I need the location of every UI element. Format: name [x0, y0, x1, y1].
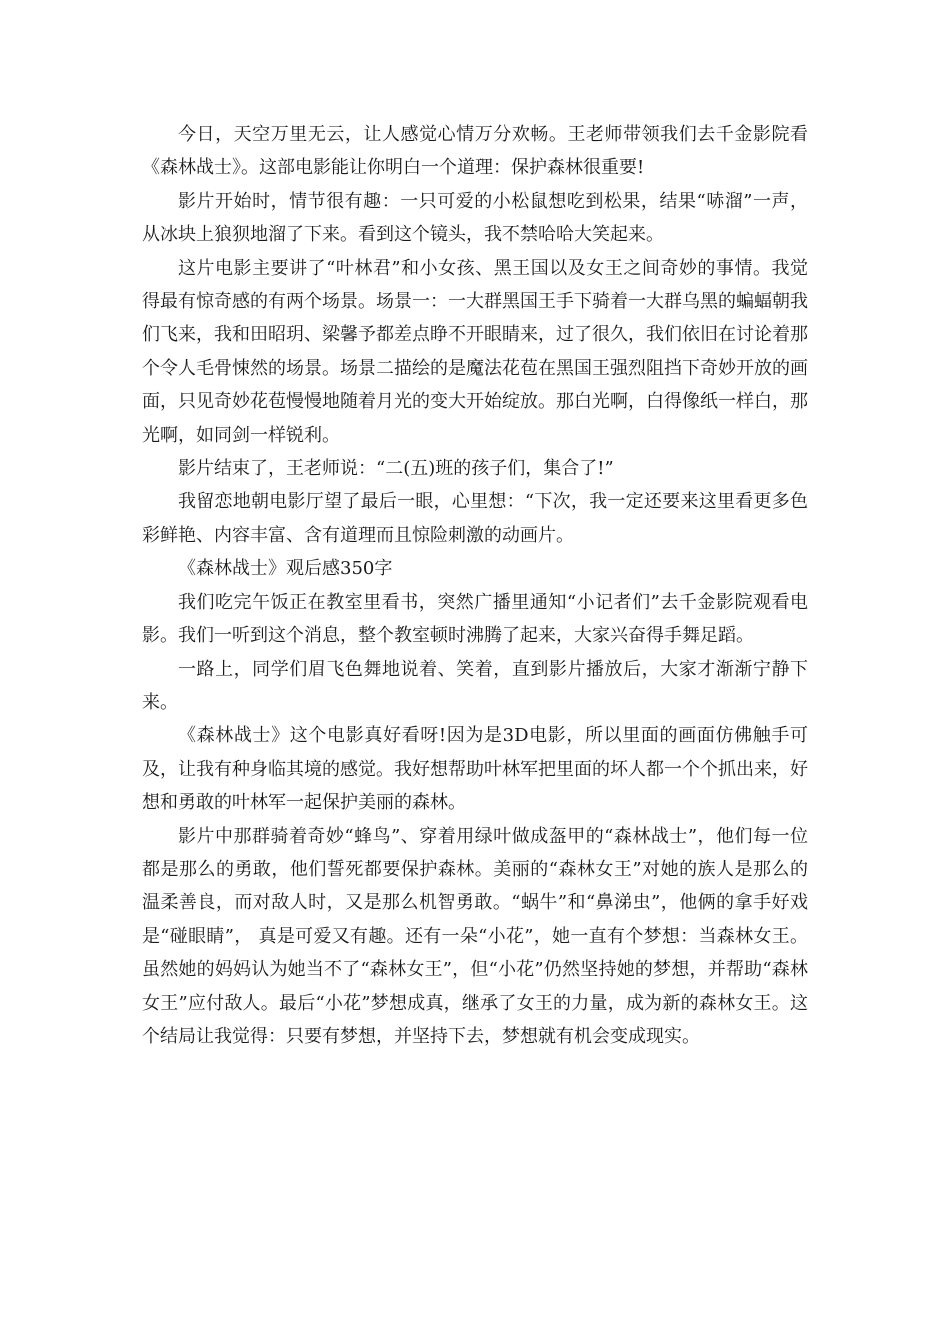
paragraph-7: 一路上，同学们眉飞色舞地说着、笑着，直到影片播放后，大家才渐渐宁静下来。: [142, 658, 808, 713]
paragraph-8: 《森林战士》这个电影真好看呀!因为是3D电影，所以里面的画面仿佛触手可及，让我有种身临其境的感觉。我好想帮助叶林军把里面的坏人都一个个抓出来，好想和勇敢的叶林军一起保护美丽的森林。: [142, 725, 808, 814]
document-body: [142, 118, 808, 1053]
paragraph-6: 我们吃完午饭正在教室里看书，突然广播里通知“小记者们”去千金影院观看电影。我们一听到这个消息，整个教室顿时沸腾了起来，大家兴奋得手舞足蹈。: [142, 591, 808, 647]
paragraph-3: 这片电影主要讲了“叶林君”和小女孩、黑王国以及女王之间奇妙的事情。我觉得最有惊奇感的有两个场景。场景一：一大群黑国王手下骑着一大群乌黑的蝙蝠朝我们飞来，我和田昭玥、梁馨予都差点睁不开眼睛来，过了很久，我们依旧在讨论着那个令人毛骨悚然的场景。场景二描绘的是魔法花苞在黑国王强烈阻挡下奇妙开放的画面，只见奇妙花苞慢慢地随着月光的变大开始绽放。那白光啊，白得像纸一样白，那光啊，如同剑一样锐利。: [142, 257, 808, 446]
paragraph-2: 影片开始时，情节很有趣：一只可爱的小松鼠想吃到松果，结果“哧溜”一声，从冰块上狼狈地溜了下来。看到这个镜头，我不禁哈哈大笑起来。: [142, 190, 808, 246]
paragraph-5: 我留恋地朝电影厅望了最后一眼，心里想：“下次，我一定还要来这里看更多色彩鲜艳、内容丰富、含有道理而且惊险刺激的动画片。: [142, 491, 808, 546]
section-title: 《森林战士》观后感350字: [178, 558, 393, 580]
paragraph-1: 今日，天空万里无云，让人感觉心情万分欢畅。王老师带领我们去千金影院看《森林战士》。这部电影能让你明白一个道理：保护森林很重要!: [142, 124, 808, 179]
paragraph-4: 影片结束了，王老师说：“二(五)班的孩子们，集合了!”: [178, 458, 614, 480]
paragraph-9: 影片中那群骑着奇妙“蜂鸟”、穿着用绿叶做成盔甲的“森林战士”，他们每一位都是那么的勇敢，他们誓死都要保护森林。美丽的“森林女王”对她的族人是那么的温柔善良，而对敌人时，又是那么机智勇敢。“蜗牛”和“鼻涕虫”，他俩的拿手好戏是“碰眼睛”， 真是可爱又有趣。还有一朵“小花”，她一直有个梦想：当森林女王。虽然她的妈妈认为她当不了“森林女王”，但“小花”仍然坚持她的梦想，并帮助“森林女王”应付敌人。最后“小花”梦想成真，继承了女王的力量，成为新的森林女王。这个结局让我觉得：只要有梦想，并坚持下去，梦想就有机会变成现实。: [142, 825, 808, 1047]
